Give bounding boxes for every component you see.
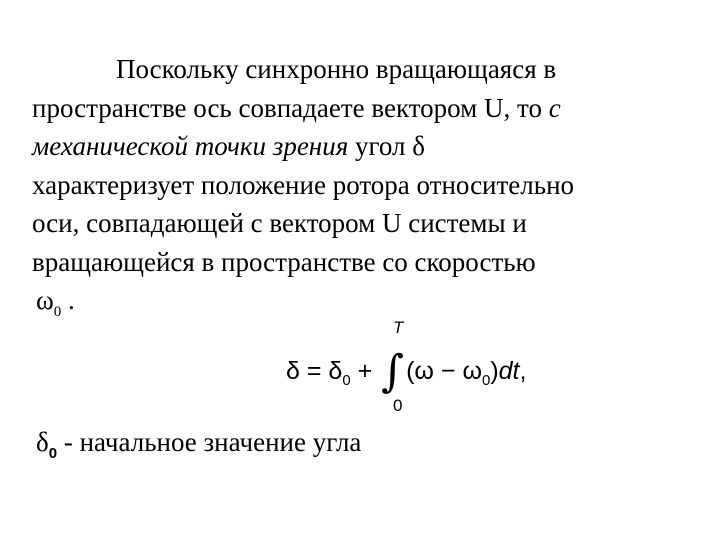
- omega-subscript: 0: [53, 304, 62, 320]
- formula-plus: +: [350, 357, 380, 385]
- formula-lhs: δ = δ: [286, 357, 343, 385]
- omega-tail: .: [61, 285, 75, 315]
- formula-differential: dt: [498, 357, 520, 385]
- paragraph-line-5: оси, совпадающей с вектором U системы и: [32, 208, 527, 238]
- formula-trailing: ,: [519, 357, 527, 385]
- formula-lhs-subscript: 0: [342, 372, 351, 389]
- footnote: [36, 423, 361, 466]
- integral-sign: ∫: [381, 346, 405, 397]
- paragraph-line-4: характеризует положение ротора относительно: [32, 169, 575, 200]
- integral-upper-limit: T: [393, 318, 404, 337]
- footnote-symbol-subscript: 0: [48, 445, 58, 462]
- paragraph-line-6: вращающейся в пространстве со скоростью: [32, 246, 536, 277]
- paragraph-line-3-italic: механической точки зрения: [32, 131, 349, 161]
- paragraph-line-2-text: пространстве ось совпадаете вектором U, то: [32, 92, 549, 123]
- paragraph-line-3: [32, 127, 702, 166]
- integral-lower-limit: 0: [393, 396, 403, 415]
- formula-integrand-close: ): [490, 357, 499, 385]
- paragraph-line-2-italic: с: [548, 92, 561, 123]
- omega-symbol: ω: [36, 285, 54, 315]
- paragraph-line-2: [32, 89, 702, 128]
- omega-line: [32, 281, 702, 320]
- paragraph-line-3-text: угол δ: [348, 131, 425, 161]
- formula-integrand: (ω − ω: [406, 357, 482, 385]
- angle-formula: [286, 318, 556, 418]
- body-paragraph: [32, 50, 702, 320]
- formula-expression: [286, 346, 527, 397]
- footnote-text: - начальное значение угла: [57, 427, 362, 457]
- formula-integrand-subscript: 0: [481, 372, 491, 389]
- footnote-symbol: δ: [36, 427, 49, 457]
- paragraph-line-1: Поскольку синхронно вращающаяся в: [116, 54, 557, 84]
